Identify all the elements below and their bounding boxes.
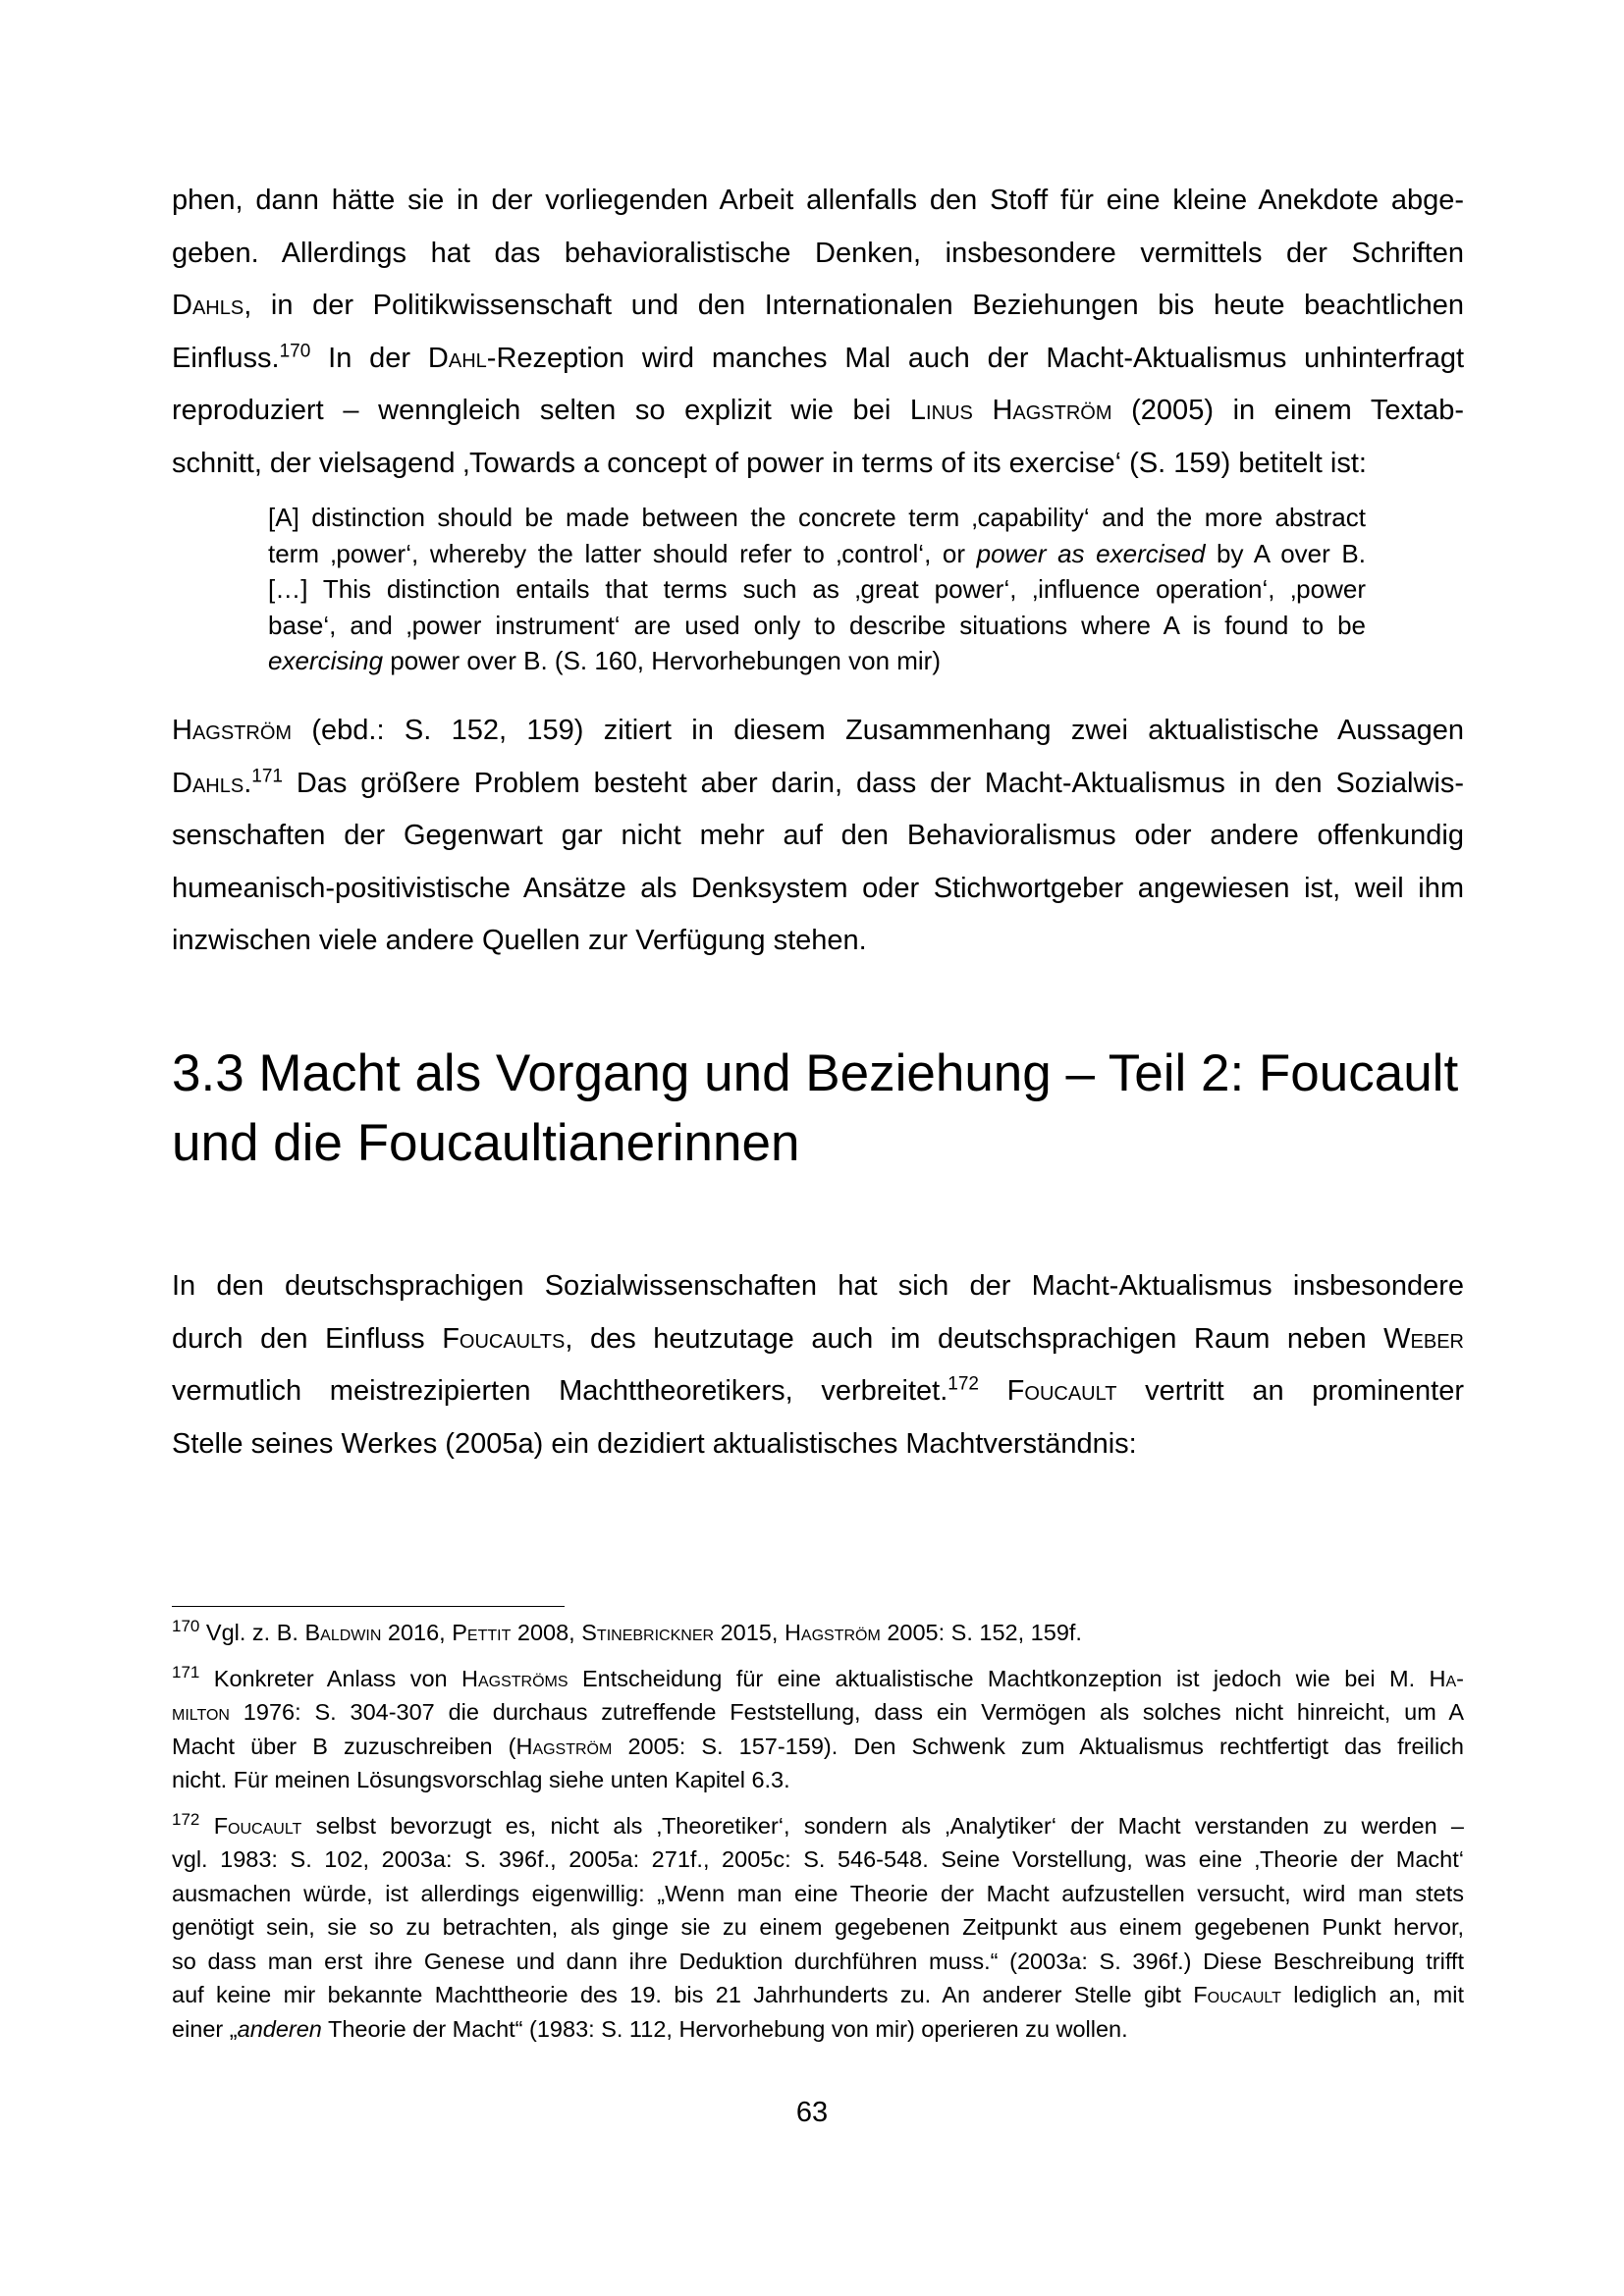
footnote-line	[172, 1695, 1464, 1730]
text-span: .	[244, 767, 252, 799]
text-span: Vgl. z. B.	[199, 1620, 305, 1645]
text-span: Einfluss.	[172, 342, 280, 374]
text-span: vertritt an prominenter	[1116, 1375, 1465, 1407]
author-name: Hagström	[515, 1733, 613, 1759]
text-span: 2015,	[714, 1620, 785, 1645]
text-line	[172, 280, 1464, 333]
footnote-number: 170	[172, 1617, 200, 1636]
block-quote	[268, 500, 1366, 679]
text-span: 1976: S. 304-307 die durchaus zutreffende Feststellung, dass ein Vermögen als solches nicht hinreicht, um A	[229, 1699, 1464, 1725]
text-span	[979, 1375, 1007, 1407]
text-line	[172, 705, 1464, 758]
text-span: 2005: S. 157-159). Den Schwenk zum Aktualismus rechtfertigt das freilich	[612, 1733, 1464, 1759]
text-span: , in der Politikwissenschaft und den Internationalen Beziehungen bis heute beachtlichen	[244, 290, 1464, 321]
footnote-number: 171	[172, 1662, 200, 1682]
text-span: durch den Einfluss	[172, 1322, 443, 1355]
text-span: term ‚power‘, whereby the latter should refer to ‚control‘, or	[268, 538, 977, 568]
text-line	[172, 333, 1464, 386]
footnote-line	[172, 2012, 1464, 2047]
emphasis: power as exercised	[976, 538, 1206, 568]
text-span: auf keine mir bekannte Machttheorie des 19. bis 21 Jahrhunderts zu. An anderer Stelle gibt	[172, 1982, 1194, 2007]
text-span: einer „	[172, 2015, 238, 2042]
footnote-line	[172, 1809, 1464, 1843]
footnote-number: 172	[172, 1809, 200, 1829]
footnote-ref-172[interactable]: 172	[947, 1373, 979, 1395]
emphasis: anderen	[237, 2015, 322, 2042]
text-span: Konkreter Anlass von	[199, 1665, 462, 1691]
text-span: 2016,	[381, 1620, 453, 1645]
text-span: selbst bevorzugt es, nicht als ‚Theoretiker‘, sondern als ‚Analytiker‘ der Macht verstanden zu werden –	[301, 1812, 1465, 1839]
author-name: Hagström	[172, 715, 293, 746]
author-name: Pettit	[452, 1620, 512, 1645]
footnote-line	[172, 1730, 1464, 1764]
author-name: Foucault	[213, 1812, 302, 1839]
text-span: vermutlich meistrezipierten Machttheoretikers, verbreitet.	[172, 1375, 948, 1407]
text-span: reproduziert – wenngleich selten so explizit wie bei	[172, 395, 910, 426]
footnote-line: genötigt sein, sie so zu betrachten, als ginge sie zu einem gegebenen Zeitpunkt aus einem gegebenen Punkt hervor,	[172, 1914, 1464, 1940]
author-name: Foucault	[1193, 1982, 1281, 2007]
text-span: Das größere Problem besteht aber darin, dass der Macht-Aktualismus in den Sozialwis-	[282, 767, 1464, 799]
text-span: 2008,	[511, 1620, 582, 1645]
section-heading	[172, 1039, 1478, 1178]
text-line: schnitt, der vielsagend ‚Towards a concept of power in terms of its exercise‘ (S. 159) betitelt ist:	[172, 447, 1367, 479]
text-line: Stelle seines Werkes (2005a) ein dezidiert aktualistisches Machtverständnis:	[172, 1427, 1137, 1460]
author-name: Dahls	[172, 290, 244, 321]
text-line: geben. Allerdings hat das behavioralistische Denken, insbesondere vermittels der Schriften	[172, 237, 1464, 269]
author-name: Ha-	[1429, 1665, 1464, 1691]
text-span: lediglich an, mit	[1280, 1982, 1464, 2007]
author-name: Baldwin	[304, 1620, 382, 1645]
text-span: power over B. (S. 160, Hervorhebungen von mir)	[383, 646, 941, 675]
text-line	[172, 1365, 1464, 1418]
footnote-172	[172, 1809, 1464, 2047]
footnote-line	[172, 1978, 1464, 2012]
text-span: Theorie der Macht“ (1983: S. 112, Hervorhebung von mir) operieren zu wollen.	[321, 2015, 1128, 2042]
text-span: by A over B.	[1205, 538, 1366, 568]
paragraph-3	[172, 1260, 1464, 1470]
text-line: humeanisch-positivistische Ansätze als Denksystem oder Stichwortgeber angewiesen ist, weil ihm	[172, 872, 1464, 904]
footnote-line: ausmachen würde, ist allerdings eigenwillig: „Wenn man eine Theorie der Macht aufzustellen versucht, wird man stets	[172, 1880, 1464, 1906]
footnote-171	[172, 1662, 1464, 1797]
footnote-ref-171[interactable]: 171	[251, 765, 283, 786]
footnote-line: vgl. 1983: S. 102, 2003a: S. 396f., 2005a: 271f., 2005c: S. 546-548. Seine Vorstellung, was eine ‚Theorie der Macht‘	[172, 1846, 1464, 1872]
quote-line	[268, 643, 1366, 679]
text-line: inzwischen viele andere Quellen zur Verfügung stehen.	[172, 925, 867, 956]
text-line: phen, dann hätte sie in der vorliegenden Arbeit allenfalls den Stoff für eine kleine Anekdote abge-	[172, 185, 1464, 216]
paragraph-1	[172, 175, 1464, 490]
footnote-line	[172, 1662, 1464, 1696]
author-name: Foucault	[1006, 1375, 1117, 1407]
text-line	[172, 758, 1464, 811]
quote-line	[268, 536, 1366, 572]
text-span: , des heutzutage auch im deutschsprachigen Raum neben	[565, 1322, 1384, 1355]
author-name: Linus Hagström	[909, 395, 1112, 426]
quote-line: [A] distinction should be made between the concrete term ‚capability‘ and the more abstract	[268, 503, 1366, 532]
text-line: In den deutschsprachigen Sozialwissenschaften hat sich der Macht-Aktualismus insbesondere	[172, 1270, 1464, 1302]
text-span: 2005: S. 152, 159f.	[880, 1620, 1082, 1645]
author-name: Foucaults	[442, 1322, 566, 1355]
text-span: -Rezeption wird manches Mal auch der Macht-Aktualismus unhinterfragt	[486, 342, 1465, 374]
text-span: Entscheidung für eine aktualistische Machtkonzeption ist jedoch wie bei M.	[568, 1665, 1430, 1691]
text-line	[172, 385, 1464, 438]
footnote-separator	[172, 1606, 565, 1607]
heading-line: und die Foucaultianerinnen	[172, 1114, 800, 1172]
text-span: Macht über B zuzuschreiben (	[172, 1733, 516, 1759]
text-span: In der	[310, 342, 428, 374]
author-name: Stinebrickner	[581, 1620, 715, 1645]
author-name: milton	[172, 1699, 230, 1725]
heading-line: 3.3 Macht als Vorgang und Beziehung – Teil 2: Foucault	[172, 1044, 1459, 1102]
footnote-170	[172, 1616, 1464, 1650]
footnote-line: so dass man erst ihre Genese und dann ihre Deduktion durchführen muss.“ (2003a: S. 396f.) Diese Beschreibung trifft	[172, 1948, 1464, 1974]
author-name: Weber	[1383, 1322, 1464, 1355]
footnote-line: nicht. Für meinen Lösungsvorschlag siehe unten Kapitel 6.3.	[172, 1767, 790, 1792]
author-name: Dahl	[427, 342, 487, 374]
footnotes	[172, 1616, 1464, 2057]
paragraph-2	[172, 705, 1464, 968]
page-number: 63	[795, 2097, 829, 2128]
text-span: (2005) in einem Textab-	[1111, 395, 1465, 426]
quote-line: base‘, and ‚power instrument‘ are used only to describe situations where A is found to be	[268, 610, 1366, 640]
quote-line: […] This distinction entails that terms such as ‚great power‘, ‚influence operation‘, ‚power	[268, 574, 1366, 604]
author-name: Hagströms	[461, 1665, 568, 1691]
emphasis: exercising	[268, 646, 384, 675]
author-name: Dahls	[172, 767, 244, 799]
author-name: Hagström	[784, 1620, 881, 1645]
text-span: (ebd.: S. 152, 159) zitiert in diesem Zusammenhang zwei aktualistische Aussagen	[292, 715, 1464, 746]
text-line	[172, 1313, 1464, 1366]
text-line: senschaften der Gegenwart gar nicht mehr auf den Behavioralismus oder andere offenkundig	[172, 820, 1464, 851]
footnote-ref-170[interactable]: 170	[279, 340, 311, 361]
